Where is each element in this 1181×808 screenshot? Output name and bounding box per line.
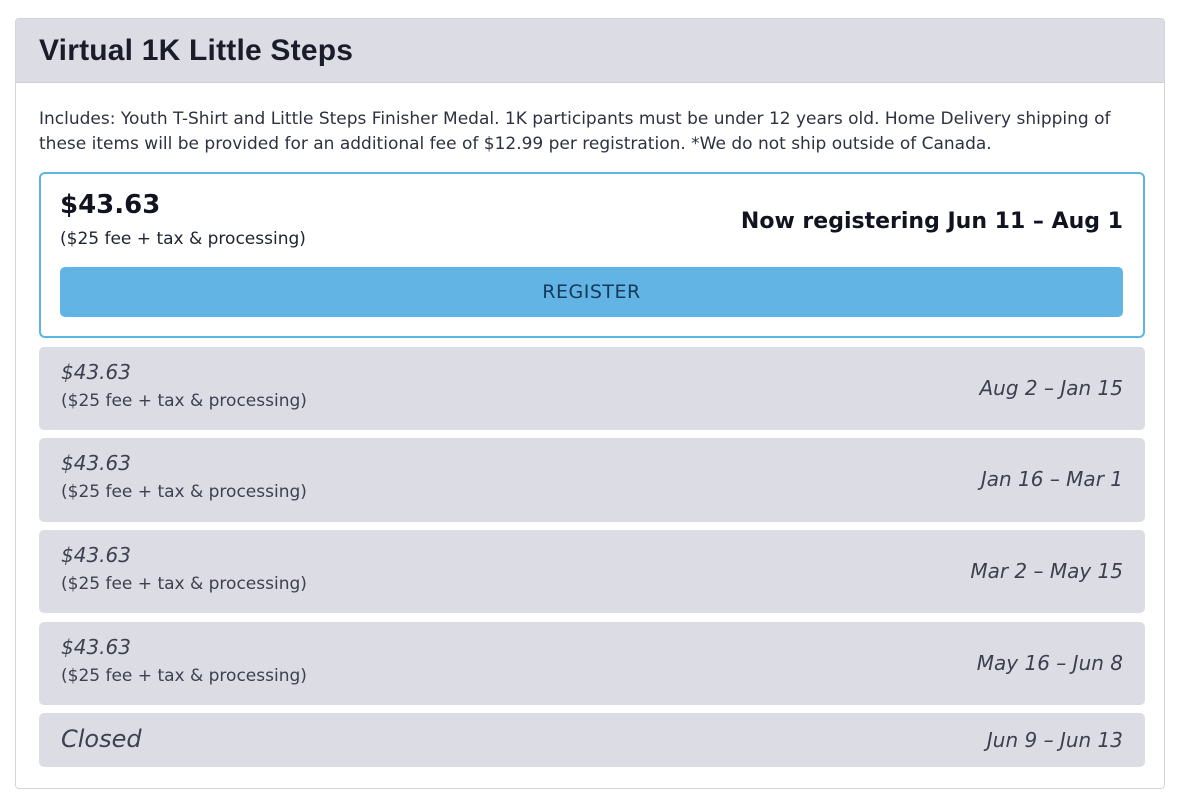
tier-price: $43.63 — [61, 543, 131, 567]
price-tier — [39, 530, 1145, 613]
active-tier-price: $43.63 — [60, 190, 161, 220]
active-tier-dates: Now registering Jun 11 – Aug 1 — [740, 209, 1123, 234]
event-title: Virtual 1K Little Steps — [39, 33, 354, 67]
closed-tier — [39, 713, 1145, 767]
closed-tier-dates: Jun 9 – Jun 13 — [986, 728, 1123, 752]
tier-fee: ($25 fee + tax & processing) — [61, 482, 307, 502]
active-price-tier — [39, 172, 1145, 338]
registration-card — [15, 18, 1165, 789]
price-tier — [39, 438, 1145, 522]
tier-fee: ($25 fee + tax & processing) — [61, 574, 307, 594]
price-tier — [39, 347, 1145, 430]
tier-dates: May 16 – Jun 8 — [976, 651, 1123, 675]
tier-price: $43.63 — [61, 360, 131, 384]
tier-dates: Jan 16 – Mar 1 — [980, 467, 1123, 491]
tier-price: $43.63 — [61, 635, 131, 659]
price-tier — [39, 622, 1145, 705]
tier-fee: ($25 fee + tax & processing) — [61, 391, 307, 411]
tier-fee: ($25 fee + tax & processing) — [61, 666, 307, 686]
register-button[interactable]: REGISTER — [60, 267, 1123, 317]
tier-price: $43.63 — [61, 451, 131, 475]
closed-status: Closed — [61, 725, 142, 753]
tier-dates: Aug 2 – Jan 15 — [979, 376, 1123, 400]
tier-dates: Mar 2 – May 15 — [970, 559, 1123, 583]
card-header — [16, 19, 1164, 83]
active-tier-fee: ($25 fee + tax & processing) — [60, 229, 306, 249]
event-description: Includes: Youth T-Shirt and Little Steps Finisher Medal. 1K participants must be under 12 years old. Home Delivery shipping of these items will be provided for an additional fee of $12.99 per registration. *We do not ship outside of Canada. — [39, 109, 1111, 154]
